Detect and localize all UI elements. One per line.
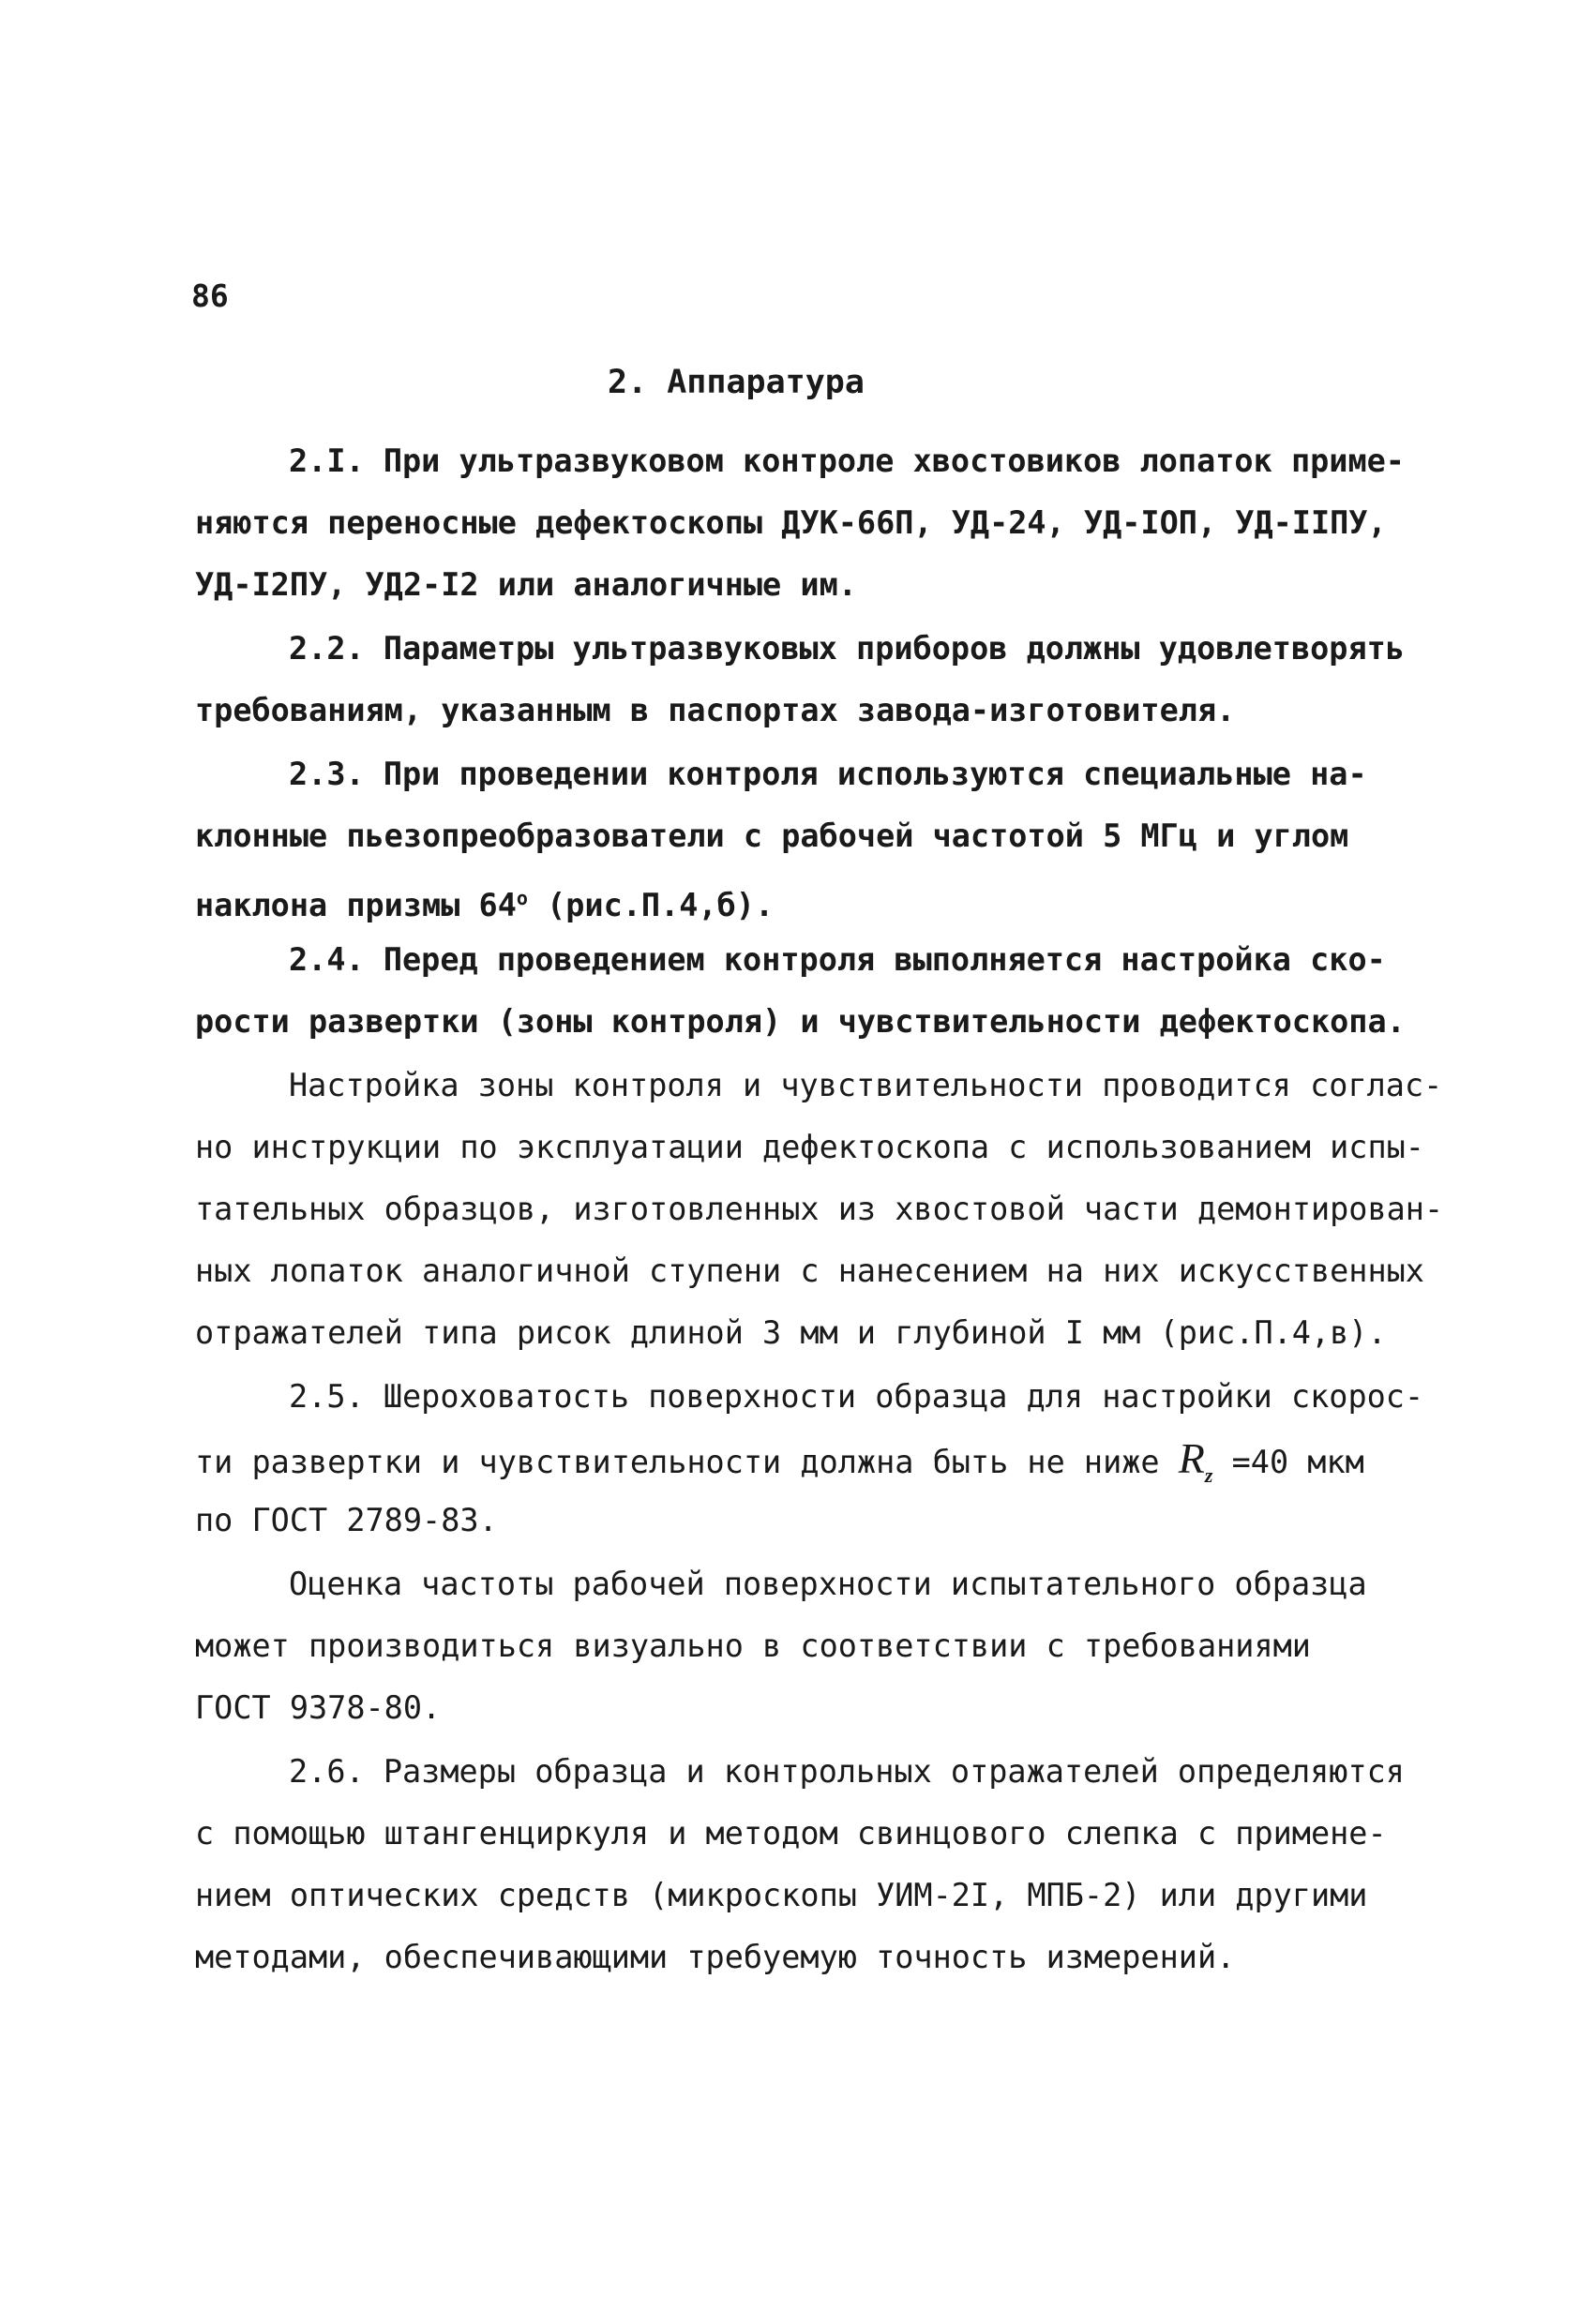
paragraph-2-6-line-4: методами, обеспечивающими требуемую точность измерений. xyxy=(195,1939,1236,1975)
paragraph-2-3-line-3 xyxy=(195,877,774,926)
paragraph-2-6-line-1: 2.6. Размеры образца и контрольных отражателей определяются xyxy=(289,1753,1405,1790)
paragraph-2-1-line-1: 2.I. При ультразвуковом контроле хвостовиков лопаток приме- xyxy=(289,442,1405,479)
roughness-symbol xyxy=(1178,1434,1213,1488)
paragraph-2-6-line-2: с помощью штангенциркуля и методом свинцового слепка с примене- xyxy=(195,1815,1387,1852)
paragraph-2-5-line-3: по ГОСТ 2789-83. xyxy=(195,1502,498,1538)
section-title: 2. Аппаратура xyxy=(608,364,865,401)
paragraph-2-1-line-3: УД-I2ПУ, УД2-I2 или аналогичные им. xyxy=(195,566,857,603)
paragraph-2-1-line-2: няются переносные дефектоскопы ДУК-66П, УД-24, УД-IОП, УД-IIПУ, xyxy=(195,504,1387,541)
paragraph-2-5b-line-1: Оценка частоты рабочей поверхности испытательного образца xyxy=(289,1566,1367,1602)
paragraph-2-2-line-1: 2.2. Параметры ультразвуковых приборов должны удовлетворять xyxy=(289,630,1405,667)
paragraph-2-4b-line-5: отражателей типа рисок длиной 3 мм и глубиной I мм (рис.П.4,в). xyxy=(195,1314,1387,1351)
paragraph-2-3-line-3-text: наклона призмы 64 xyxy=(195,887,517,924)
paragraph-2-4-line-2: рости развертки (зоны контроля) и чувствительности дефектоскопа. xyxy=(195,1003,1406,1040)
paragraph-2-2-line-2: требованиям, указанным в паспортах завода-изготовителя. xyxy=(195,692,1236,728)
page-number: 86 xyxy=(191,277,229,314)
paragraph-2-5-line-1: 2.5. Шероховатость поверхности образца для настройки скорос- xyxy=(289,1378,1424,1415)
paragraph-2-4b-line-3: тательных образцов, изготовленных из хвостовой части демонтирован- xyxy=(195,1191,1444,1227)
paragraph-2-5-line-2 xyxy=(195,1434,1364,1496)
degree-mark: о xyxy=(516,887,528,909)
paragraph-2-5-line-2-value: =40 мкм xyxy=(1212,1444,1364,1480)
paragraph-2-5b-line-2: может производиться визуально в соответствии с требованиями xyxy=(195,1627,1311,1664)
paragraph-2-3-line-3-ref: (рис.П.4,б). xyxy=(527,887,775,924)
paragraph-2-4-line-1: 2.4. Перед проведением контроля выполняется настройка ско- xyxy=(289,941,1386,978)
roughness-symbol-subscript: z xyxy=(1204,1463,1213,1488)
paragraph-2-6-line-3: нием оптических средств (микроскопы УИМ-2I, МПБ-2) или другими xyxy=(195,1877,1368,1913)
paragraph-2-3-line-2: клонные пьезопреобразователи с рабочей частотой 5 МГц и углом xyxy=(195,817,1349,854)
paragraph-2-3-line-1: 2.3. При проведении контроля используются специальные на- xyxy=(289,756,1367,792)
paragraph-2-4b-line-1: Настройка зоны контроля и чувствительности проводится соглас- xyxy=(289,1067,1443,1103)
roughness-symbol-letter: R xyxy=(1178,1434,1205,1482)
paragraph-2-4b-line-4: ных лопаток аналогичной ступени с нанесением на них искусственных xyxy=(195,1252,1424,1289)
paragraph-2-4b-line-2: но инструкции по эксплуатации дефектоскопа с использованием испы- xyxy=(195,1129,1424,1165)
paragraph-2-5b-line-3: ГОСТ 9378-80. xyxy=(195,1689,442,1726)
paragraph-2-5-line-2-text: ти развертки и чувствительности должна быть не ниже xyxy=(195,1444,1179,1480)
